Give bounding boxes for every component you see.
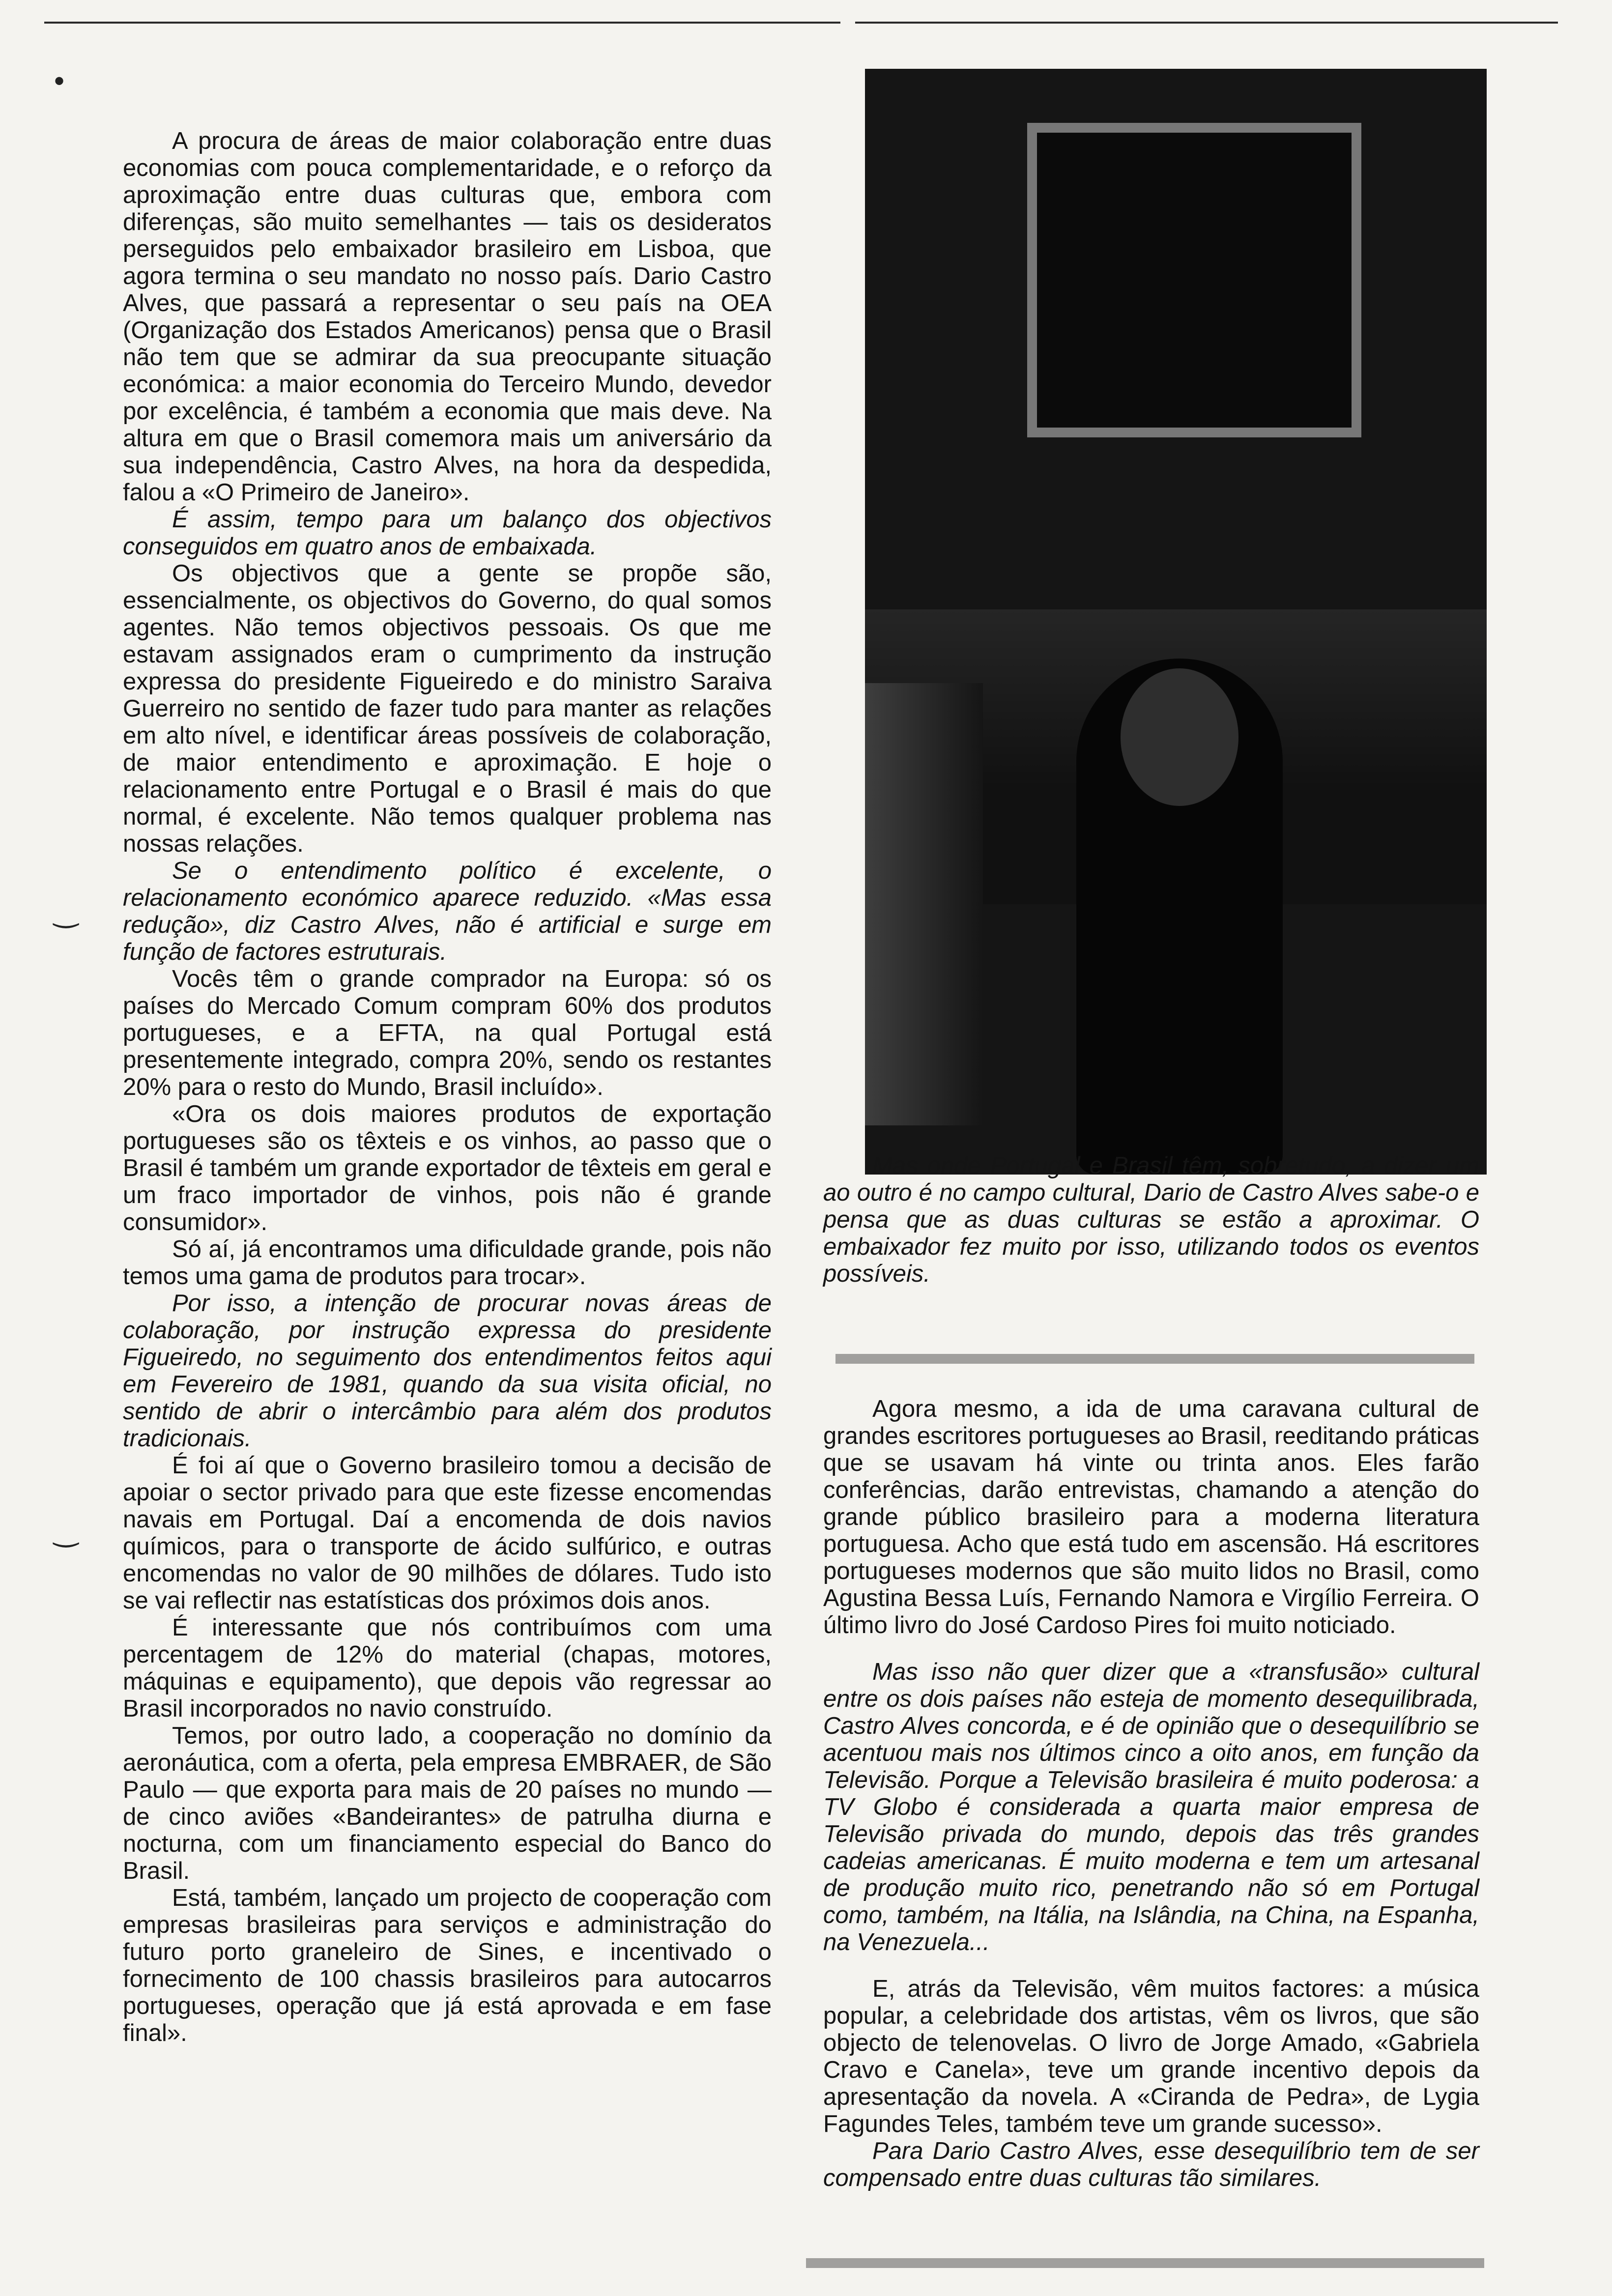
paragraph: É assim, tempo para um balanço dos objectivos conseguidos em quatro anos de embaixada. — [123, 506, 772, 560]
scan-smudge-2 — [806, 2258, 1484, 2268]
photo-light-area — [865, 683, 983, 1125]
paragraph: Só aí, já encontramos uma dificuldade grande, pois não temos uma gama de produtos para trocar». — [123, 1236, 772, 1290]
paragraph: Temos, por outro lado, a cooperação no domínio da aeronáutica, com a oferta, pela empresa EMBRAER, de São Paulo — que exporta para mais de 20 países no mundo — de cinco aviões «Bandeirantes» de patrulha diurna e nocturna, com um financiamento especial do Banco do Brasil. — [123, 1722, 772, 1884]
paragraph: «Ora os dois maiores produtos de exportação portugueses são os têxteis e os vinhos, ao passo que o Brasil é também um grande exportador de têxteis em geral e um fraco importador de vinhos, pois não é grande consumidor». — [123, 1101, 772, 1235]
paragraph: Mas isso não quer dizer que a «transfusão» cultural entre os dois países não esteja de momento desequilibrada, Castro Alves concorda, e é de opinião que o desequilíbrio se acentuou mais nos últimos cinco a oito anos, em função da Televisão. Porque a Televisão brasileira é muito poderosa: a TV Globo é considerada a quarta maior empresa de Televisão privada do mundo, depois das três grandes cadeias americanas. É muito moderna e tem um artesanal de produção muito rico, penetrando não só em Portugal como, também, na Itália, na Islândia, na China, na Espanha, na Venezuela... — [823, 1659, 1479, 1955]
photo-caption — [823, 1152, 1479, 1288]
photo-wall-frame — [1027, 123, 1361, 437]
article-photo — [865, 69, 1487, 1175]
paragraph: E, atrás da Televisão, vêm muitos factores: a música popular, a celebridade dos artistas, vêm os livros, que são objecto de telenovelas. O livro de Jorge Amado, «Gabriela Cravo e Canela», teve um grande incentivo depois da apresentação da novela. A «Ciranda de Pedra», de Lygia Fagundes Teles, também teve um grande sucesso». — [823, 1976, 1479, 2137]
margin-mark-top: • — [54, 64, 65, 97]
paragraph: Mas onde Portugal e Brasil têm, sobretudo, a dizer um ao outro é no campo cultural, Dario de Castro Alves sabe-o e pensa que as duas culturas se estão a aproximar. O embaixador fez muito por isso, utilizando todos os eventos possíveis. — [823, 1152, 1479, 1287]
scan-smudge-1 — [835, 1354, 1474, 1364]
paragraph: Para Dario Castro Alves, esse desequilíbrio tem de ser compensado entre duas culturas tão similares. — [823, 2138, 1479, 2191]
paragraph: Se o entendimento político é excelente, o relacionamento económico aparece reduzido. «Mas essa redução», diz Castro Alves, não é artificial e surge em função de factores estruturais. — [123, 858, 772, 965]
top-rule-left — [44, 22, 840, 24]
paragraph: Por isso, a intenção de procurar novas áreas de colaboração, por instrução expressa do presidente Figueiredo, no seguimento dos entendimentos feitos aqui em Fevereiro de 1981, quando da sua visita oficial, no sentido de abrir o intercâmbio para além dos produtos tradicionais. — [123, 1290, 772, 1452]
paragraph: A procura de áreas de maior colaboração entre duas economias com pouca complementaridade, e o reforço da aproximação entre duas culturas que, embora com diferenças, são muito semelhantes — tais os desideratos perseguidos pelo embaixador brasileiro em Lisboa, que agora termina o seu mandato no nosso país. Dario Castro Alves, que passará a representar o seu país na OEA (Organização dos Estados Americanos) pensa que o Brasil não tem que se admirar da sua preocupante situação económica: a maior economia do Terceiro Mundo, devedor por excelência, é também a economia que mais deve. Na altura em que o Brasil comemora mais um aniversário da sua independência, Castro Alves, na hora da despedida, falou a «O Primeiro de Janeiro». — [123, 128, 772, 506]
margin-mark-left-1: ‿ — [54, 895, 78, 928]
top-rule-right — [855, 22, 1558, 24]
article-right-column — [823, 1396, 1479, 2192]
paragraph: Vocês têm o grande comprador na Europa: só os países do Mercado Comum compram 60% dos produtos portugueses, e a EFTA, na qual Portugal está presentemente integrado, compra 20%, sendo os restantes 20% para o resto do Mundo, Brasil incluído». — [123, 966, 772, 1100]
paragraph: Os objectivos que a gente se propõe são, essencialmente, os objectivos do Governo, do qual somos agentes. Não temos objectivos pessoais. Os que me estavam assignados eram o cumprimento da instrução expressa do presidente Figueiredo e do ministro Saraiva Guerreiro no sentido de fazer tudo para manter as relações em alto nível, e identificar áreas possíveis de colaboração, de maior entendimento e aproximação. E hoje o relacionamento entre Portugal e o Brasil é mais do que normal, é excelente. Não temos qualquer problema nas nossas relações. — [123, 560, 772, 857]
paragraph: É interessante que nós contribuímos com uma percentagem de 12% do material (chapas, motores, máquinas e equipamento), que depois vão regressar ao Brasil incorporados no navio construído. — [123, 1614, 772, 1722]
paragraph: Está, também, lançado um projecto de cooperação com empresas brasileiras para serviços e administração do futuro porto graneleiro de Sines, e incentivado o fornecimento de 100 chassis brasileiros para autocarros portugueses, operação que já está aprovada e em fase final». — [123, 1885, 772, 2046]
photo-figure-head — [1121, 668, 1238, 806]
article-left-column — [123, 128, 772, 2047]
margin-mark-left-2: ‿ — [54, 1514, 78, 1547]
paragraph: Agora mesmo, a ida de uma caravana cultural de grandes escritores portugueses ao Brasil, reeditando práticas que se usavam há vinte ou trinta anos. Eles farão conferências, darão entrevistas, chamando a atenção do grande público brasileiro para a moderna literatura portuguesa. Acho que está tudo em ascensão. Há escritores portugueses modernos que são muito lidos no Brasil, como Agustina Bessa Luís, Fernando Namora e Virgílio Ferreira. O último livro do José Cardoso Pires foi muito noticiado. — [823, 1396, 1479, 1638]
paragraph: É foi aí que o Governo brasileiro tomou a decisão de apoiar o sector privado para que este fizesse encomendas navais em Portugal. Daí a encomenda de dois navios químicos, para o transporte de ácido sulfúrico, e outras encomendas no valor de 90 milhões de dólares. Tudo isto se vai reflectir nas estatísticas dos próximos dois anos. — [123, 1452, 772, 1614]
